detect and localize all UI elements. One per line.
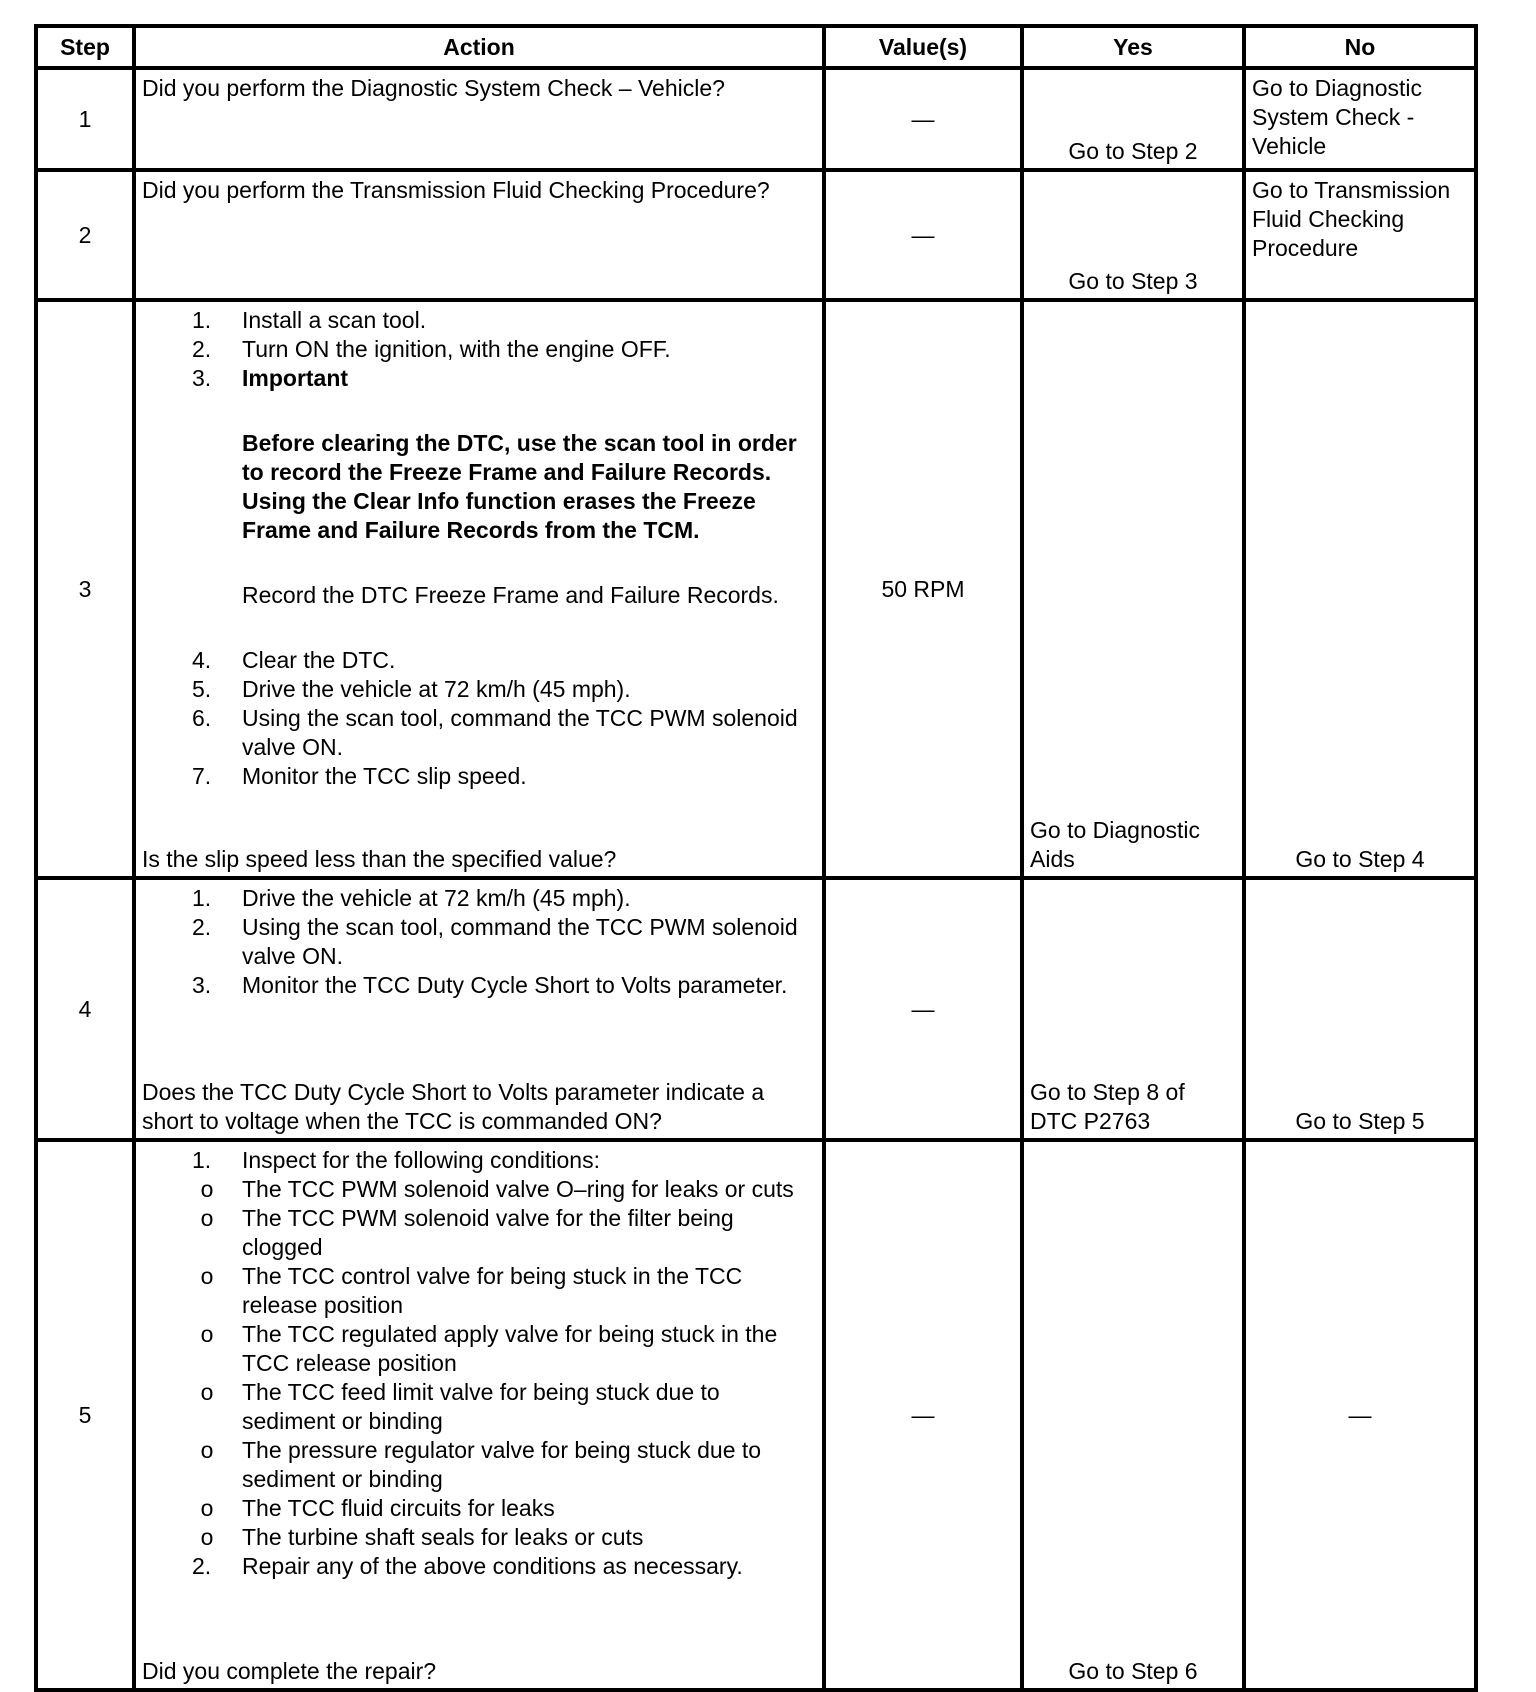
condition-item: o The TCC regulated apply valve for being stuck in the TCC release position [200,1321,778,1376]
action-cell [134,300,824,878]
list-item: 4. Clear the DTC. [192,647,396,673]
action-cell [134,170,824,300]
list-item: 3. Important [192,365,349,391]
condition-item: o The pressure regulator valve for being stuck due to sediment or binding [200,1437,762,1492]
yes-text: Go to Diagnostic Aids [1030,817,1201,872]
header-step: Step [36,26,134,68]
no-text: Go to Step 5 [1295,1108,1425,1134]
table-row [36,878,1476,1140]
action-cell [134,1140,824,1690]
question-text: Did you complete the repair? [142,1658,437,1684]
list-item: 7. Monitor the TCC slip speed. [192,763,527,789]
step-number: 2 [36,170,134,300]
important-label: Important [242,365,349,391]
diagnostic-table [34,24,1478,1692]
question-text: Did you perform the Diagnostic System Check – Vehicle? [142,75,725,101]
step-number: 1 [36,68,134,170]
table-row [36,68,1476,170]
list-item: 6. Using the scan tool, command the TCC PWM solenoid valve ON. [192,705,798,760]
list-item: 2. Turn ON the ignition, with the engine OFF. [192,336,671,362]
yes-cell [1022,878,1244,1140]
no-cell [1244,170,1476,300]
value-cell: 50 RPM [824,300,1022,878]
step-number: 5 [36,1140,134,1690]
list-item: 2. Repair any of the above conditions as necessary. [192,1553,743,1579]
condition-item: o The turbine shaft seals for leaks or cuts [200,1524,644,1550]
step-number: 4 [36,878,134,1140]
no-cell [1244,878,1476,1140]
table-row [36,1140,1476,1690]
no-text: Go to Diagnostic System Check - Vehicle [1252,75,1423,159]
important-note: Before clearing the DTC, use the scan tool in order to record the Freeze Frame and Failure Records. Using the Clear Info function erases the Freeze Frame and Failure Records from the TCM. [242,430,797,543]
list-item: 5. Drive the vehicle at 72 km/h (45 mph). [192,676,631,702]
yes-text: Go to Step 8 of DTC P2763 [1030,1079,1185,1134]
table-row [36,300,1476,878]
conditions-list [142,1175,818,1552]
list-item: 1. Drive the vehicle at 72 km/h (45 mph). [192,885,631,911]
condition-item: o The TCC control valve for being stuck in the TCC release position [200,1263,743,1318]
header-no: No [1244,26,1476,68]
record-instruction: Record the DTC Freeze Frame and Failure Records. [242,582,779,608]
action-steps [142,1146,818,1581]
no-cell [1244,68,1476,170]
yes-cell [1022,1140,1244,1690]
yes-text: Go to Step 6 [1068,1658,1198,1684]
yes-cell [1022,170,1244,300]
condition-item: o The TCC PWM solenoid valve for the filter being clogged [200,1205,734,1260]
condition-item: o The TCC fluid circuits for leaks [200,1495,555,1521]
value-cell: — [824,878,1022,1140]
step-number: 3 [36,300,134,878]
action-cell [134,68,824,170]
condition-item: o The TCC PWM solenoid valve O–ring for leaks or cuts [200,1176,794,1202]
list-item: 2. Using the scan tool, command the TCC PWM solenoid valve ON. [192,914,798,969]
header-yes: Yes [1022,26,1244,68]
list-item: 1. Inspect for the following conditions: o The TCC PWM solenoid valve O–ring for leaks or cuts o The TCC PWM solenoid valve for the filter being clogged o The TCC control valve for being stuck in the TCC release position o The TCC regulated apply valve for being stuck in the TCC release position o The TCC feed limit valve for being stuck due to sediment or binding o The pressure regulator valve for being stuck due to sediment or binding o The TCC fluid circuits for leaks o The turbine shaft seals for leaks or cuts [142,1146,818,1552]
question-text: Does the TCC Duty Cycle Short to Volts parameter indicate a short to voltage when the TCC is commanded ON? [142,1079,765,1134]
yes-text: Go to Step 2 [1068,138,1198,164]
condition-item: o The TCC feed limit valve for being stuck due to sediment or binding [200,1379,720,1434]
header-values: Value(s) [824,26,1022,68]
value-cell: — [824,170,1022,300]
list-item: 1. Install a scan tool. [192,307,427,333]
value-cell: — [824,68,1022,170]
action-steps [142,306,818,393]
yes-text: Go to Step 3 [1068,268,1198,294]
no-text: Go to Step 4 [1295,846,1425,872]
no-cell: — [1244,1140,1476,1690]
action-steps [142,646,818,791]
table-row [36,170,1476,300]
header-row [36,26,1476,68]
yes-cell [1022,300,1244,878]
header-action: Action [134,26,824,68]
value-cell: — [824,1140,1022,1690]
question-text: Did you perform the Transmission Fluid Checking Procedure? [142,177,770,203]
yes-cell [1022,68,1244,170]
action-cell [134,878,824,1140]
question-text: Is the slip speed less than the specified value? [142,846,617,872]
action-steps [142,884,818,1000]
list-item: 3. Monitor the TCC Duty Cycle Short to Volts parameter. [192,972,788,998]
no-cell [1244,300,1476,878]
no-text: Go to Transmission Fluid Checking Procedure [1252,177,1451,261]
